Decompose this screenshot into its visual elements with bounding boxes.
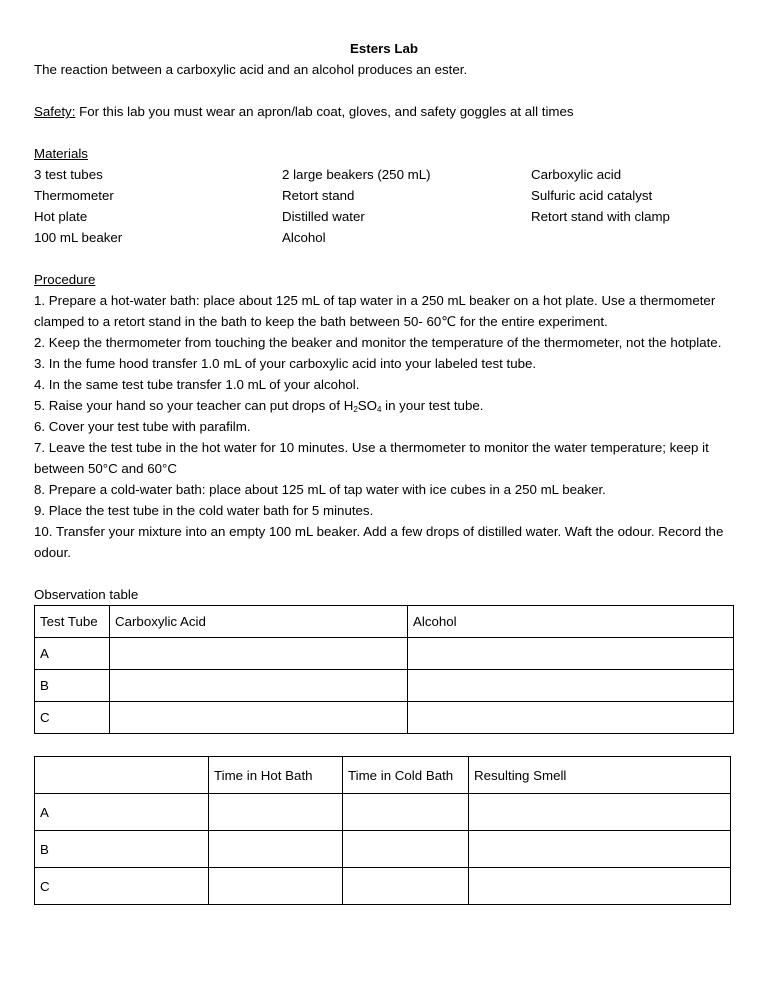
table-row — [35, 702, 734, 734]
table-cell[interactable] — [469, 831, 731, 868]
step-5-text: in your test tube. — [381, 398, 484, 413]
materials-column-2 — [282, 164, 531, 248]
safety-text: For this lab you must wear an apron/lab coat, gloves, and safety goggles at all times — [75, 104, 574, 119]
procedure-step-3: 3. In the fume hood transfer 1.0 mL of your carboxylic acid into your labeled test tube. — [34, 356, 537, 371]
table-header-cell — [35, 757, 209, 794]
table-header-cell: Time in Cold Bath — [343, 757, 469, 794]
page-title: Esters Lab — [350, 41, 418, 56]
subscript: 4 — [376, 405, 382, 414]
table-row — [35, 638, 734, 670]
table-header-cell: Resulting Smell — [469, 757, 731, 794]
intro-text: The reaction between a carboxylic acid and an alcohol produces an ester. — [34, 62, 468, 77]
table-cell[interactable] — [408, 702, 734, 734]
table-cell[interactable] — [343, 868, 469, 905]
table-cell[interactable] — [408, 670, 734, 702]
table-header-row — [35, 606, 734, 638]
table-row — [35, 868, 731, 905]
procedure-step-9: 9. Place the test tube in the cold water bath for 5 minutes. — [34, 503, 374, 518]
table-header-cell: Time in Hot Bath — [209, 757, 343, 794]
procedure-step-8: 8. Prepare a cold-water bath: place about 125 mL of tap water with ice cubes in a 250 mL beaker. — [34, 482, 606, 497]
step-5-text: SO — [357, 398, 377, 413]
procedure-step-5 — [34, 395, 734, 416]
material-item: 100 mL beaker — [34, 230, 123, 245]
material-item: Retort stand with clamp — [531, 209, 670, 224]
material-item: Hot plate — [34, 209, 88, 224]
observation-table-2 — [34, 756, 731, 905]
safety-note — [34, 101, 734, 122]
material-item: Alcohol — [282, 230, 326, 245]
materials-heading: Materials — [34, 146, 88, 161]
procedure-section — [34, 269, 734, 563]
procedure-step-1: 1. Prepare a hot-water bath: place about 125 mL of tap water in a 250 mL beaker on a hot plate. Use a thermometer clamped to a retort stand in the bath to keep the bath between 50- 60℃ for the entire experiment. — [34, 293, 716, 329]
table-cell[interactable] — [209, 831, 343, 868]
table-cell[interactable] — [343, 794, 469, 831]
table-header-row — [35, 757, 731, 794]
table-row — [35, 794, 731, 831]
table-cell[interactable] — [469, 868, 731, 905]
material-item: Retort stand — [282, 188, 355, 203]
row-label: B — [35, 670, 110, 702]
material-item: Thermometer — [34, 188, 114, 203]
table-cell[interactable] — [110, 670, 408, 702]
table-row — [35, 670, 734, 702]
material-item: Sulfuric acid catalyst — [531, 188, 653, 203]
row-label: A — [35, 794, 209, 831]
table-cell[interactable] — [408, 638, 734, 670]
material-item: 3 test tubes — [34, 167, 103, 182]
procedure-step-7: 7. Leave the test tube in the hot water for 10 minutes. Use a thermometer to monitor the water temperature; keep it between 50°C and 60°C — [34, 440, 709, 476]
row-label: B — [35, 831, 209, 868]
material-item: Carboxylic acid — [531, 167, 622, 182]
procedure-step-2: 2. Keep the thermometer from touching the beaker and monitor the temperature of the thermometer, not the hotplate. — [34, 335, 722, 350]
table-cell[interactable] — [110, 702, 408, 734]
material-item: 2 large beakers (250 mL) — [282, 167, 431, 182]
subscript: 2 — [353, 405, 358, 414]
materials-column-3 — [531, 164, 670, 248]
safety-label: Safety: — [34, 104, 76, 119]
procedure-step-6: 6. Cover your test tube with parafilm. — [34, 419, 251, 434]
step-5-text: 5. Raise your hand so your teacher can put drops of H — [34, 398, 354, 413]
table-cell[interactable] — [469, 794, 731, 831]
table-header-cell: Test Tube — [35, 606, 110, 638]
table-cell[interactable] — [343, 831, 469, 868]
materials-list — [34, 164, 734, 248]
observation-table-1 — [34, 605, 734, 734]
row-label: C — [35, 868, 209, 905]
table-cell[interactable] — [209, 794, 343, 831]
materials-column-1 — [34, 164, 282, 248]
row-label: C — [35, 702, 110, 734]
row-label: A — [35, 638, 110, 670]
material-item: Distilled water — [282, 209, 365, 224]
table-cell[interactable] — [110, 638, 408, 670]
observation-heading: Observation table — [34, 587, 139, 602]
table-cell[interactable] — [209, 868, 343, 905]
table-header-cell: Alcohol — [408, 606, 734, 638]
table-header-cell: Carboxylic Acid — [110, 606, 408, 638]
procedure-step-4: 4. In the same test tube transfer 1.0 mL of your alcohol. — [34, 377, 360, 392]
procedure-heading: Procedure — [34, 272, 96, 287]
procedure-step-10: 10. Transfer your mixture into an empty 100 mL beaker. Add a few drops of distilled water. Waft the odour. Record the odour. — [34, 524, 724, 560]
table-row — [35, 831, 731, 868]
document-page — [34, 38, 734, 905]
